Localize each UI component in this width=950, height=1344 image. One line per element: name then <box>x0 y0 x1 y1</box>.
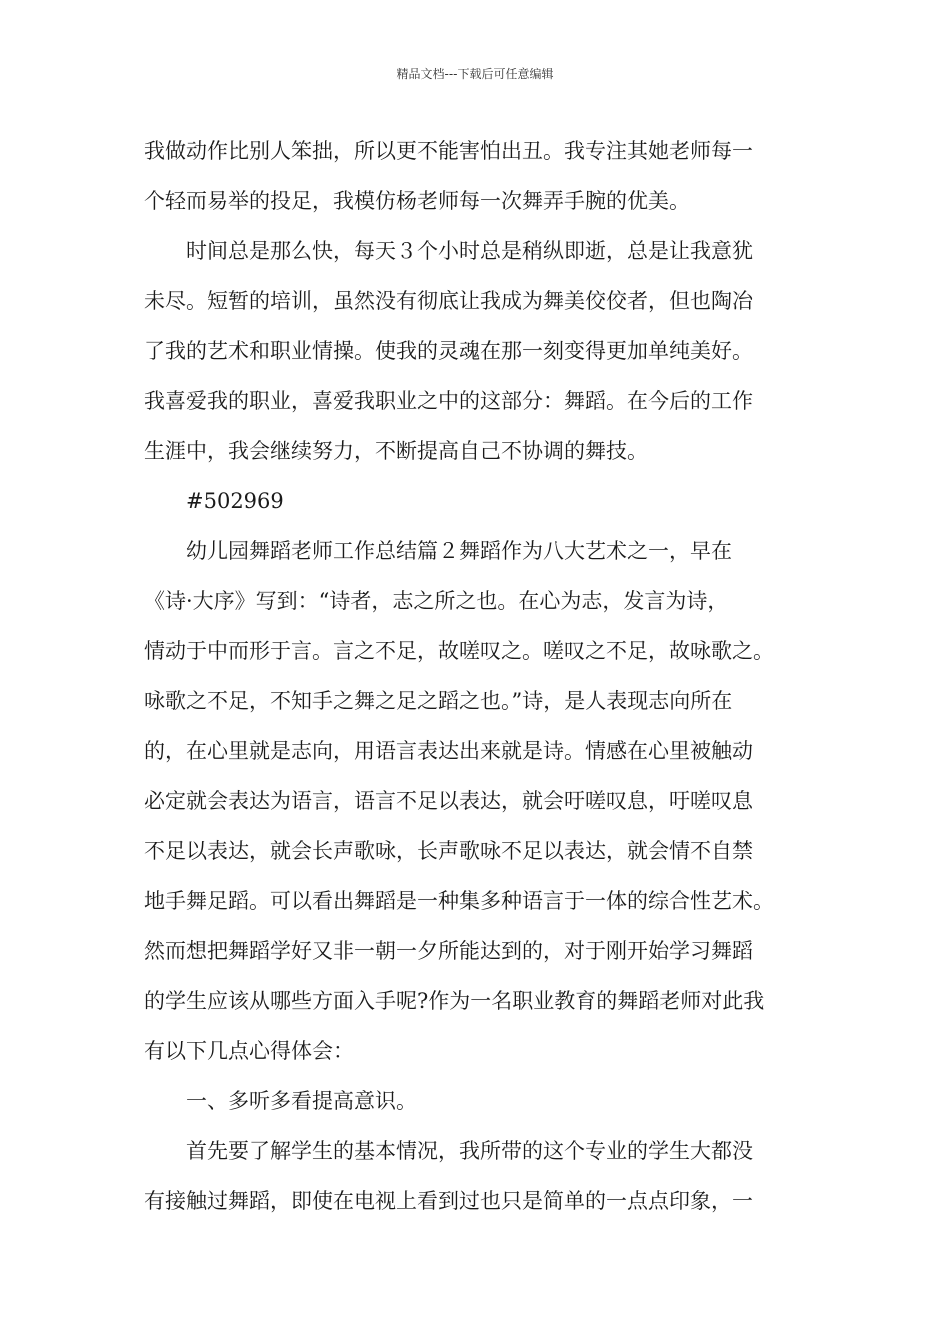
text-line: 未尽。短暂的培训，虽然没有彻底让我成为舞美佼佼者，但也陶冶 <box>144 289 753 313</box>
text-line: 个轻而易举的投足，我模仿杨老师每一次舞弄手腕的优美。 <box>144 189 690 213</box>
text-line: 地手舞足蹈。可以看出舞蹈是一种集多种语言于一体的综合性艺术。 <box>144 889 774 913</box>
paragraph-3-id <box>144 476 814 526</box>
paragraph-4 <box>144 526 814 1076</box>
text-line: 然而想把舞蹈学好又非一朝一夕所能达到的，对于刚开始学习舞蹈 <box>144 939 753 963</box>
page-header: 精品文档---下载后可任意编辑 <box>396 67 554 81</box>
document-body <box>144 126 814 1226</box>
text-line: 的学生应该从哪些方面入手呢?作为一名职业教育的舞蹈老师对此我 <box>144 989 765 1013</box>
text-line: 首先要了解学生的基本情况，我所带的这个专业的学生大都没 <box>186 1139 753 1163</box>
text-line: 有接触过舞蹈，即使在电视上看到过也只是简单的一点点印象，一 <box>144 1189 753 1213</box>
text-line: 有以下几点心得体会： <box>144 1039 354 1063</box>
text-line: 幼儿园舞蹈老师工作总结篇２舞蹈作为八大艺术之一，早在 <box>186 539 732 563</box>
text-line: 情动于中而形于言。言之不足，故嗟叹之。嗟叹之不足，故咏歌之。 <box>144 639 774 663</box>
text-line: 不足以表达，就会长声歌咏，长声歌咏不足以表达，就会情不自禁 <box>144 839 753 863</box>
paragraph-2 <box>144 226 814 476</box>
text-line: 一、多听多看提高意识。 <box>186 1089 417 1113</box>
paragraph-1 <box>144 126 814 226</box>
text-line: 生涯中，我会继续努力，不断提高自己不协调的舞技。 <box>144 439 648 463</box>
text-line: 我做动作比别人笨拙，所以更不能害怕出丑。我专注其她老师每一 <box>144 139 753 163</box>
text-line: 了我的艺术和职业情操。使我的灵魂在那一刻变得更加单纯美好。 <box>144 339 753 363</box>
section-heading <box>144 1076 814 1126</box>
text-line: 时间总是那么快，每天３个小时总是稍纵即逝，总是让我意犹 <box>186 239 753 263</box>
paragraph-6 <box>144 1126 814 1226</box>
text-line: 咏歌之不足，不知手之舞之足之蹈之也。”诗，是人表现志向所在 <box>144 689 733 713</box>
text-line: 我喜爱我的职业，喜爱我职业之中的这部分：舞蹈。在今后的工作 <box>144 389 753 413</box>
text-line: 必定就会表达为语言，语言不足以表达，就会吁嗟叹息，吁嗟叹息 <box>144 789 753 813</box>
text-line: 的，在心里就是志向，用语言表达出来就是诗。情感在心里被触动 <box>144 739 753 763</box>
document-id-text: #502969 <box>186 489 284 513</box>
text-line: 《诗·大序》写到：“诗者，志之所之也。在心为志，发言为诗， <box>144 589 729 613</box>
